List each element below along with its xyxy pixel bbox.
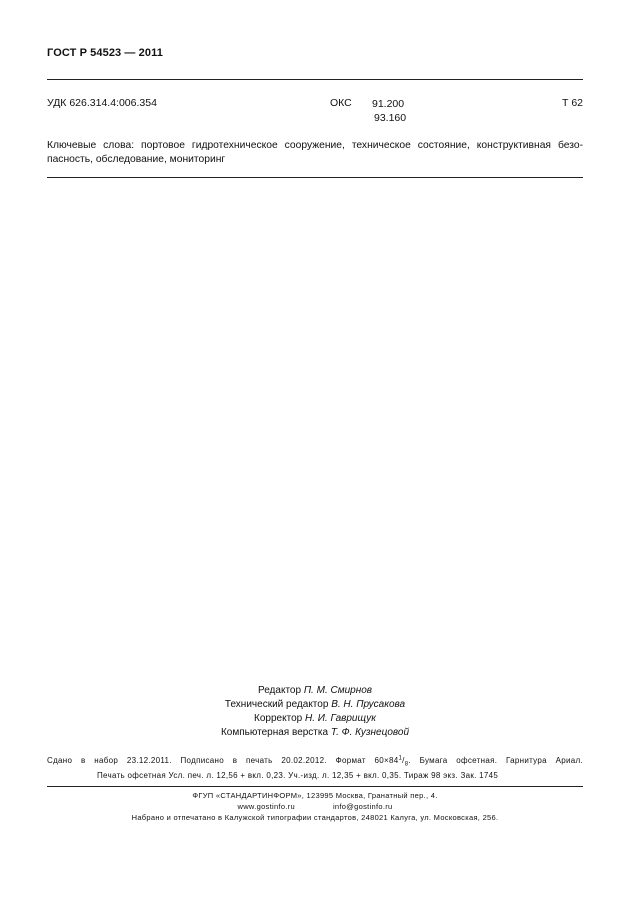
oks-code: 93.160 (374, 112, 407, 124)
udk-code: УДК 626.314.4:006.354 (47, 97, 157, 109)
credit-name: П. М. Смирнов (303, 685, 372, 696)
divider-imprint (47, 786, 583, 787)
credit-line (0, 698, 630, 712)
standard-code: ГОСТ Р 54523 — 2011 (47, 47, 163, 59)
publisher-email: info@gostinfo.ru (332, 802, 393, 811)
publisher-line: Набрано и отпечатано в Калужской типографии стандартов, 248021 Калуга, ул. Московская, 256. (131, 813, 499, 822)
oks-code: 91.200 (372, 98, 405, 110)
publisher-contacts (0, 801, 630, 812)
credit-name: В. Н. Прусакова (331, 699, 406, 710)
credit-name: Т. Ф. Кузнецовой (330, 727, 410, 738)
oks-label: ОКС (330, 97, 352, 109)
credit-line (0, 684, 630, 698)
imprint-text: . Бумага офсетная. Гарнитура Ариал. (408, 756, 583, 765)
credit-name: Н. И. Гаврищук (304, 713, 376, 724)
publisher-website: www.gostinfo.ru (237, 802, 295, 811)
publisher-line: ФГУП «СТАНДАРТИНФОРМ», 123995 Москва, Гранатный пер., 4. (192, 791, 438, 800)
credit-role: Редактор (257, 685, 302, 696)
imprint-line: Печать офсетная Усл. печ. л. 12,56 + вкл. 0,23. Уч.-изд. л. 12,35 + вкл. 0,35. Тираж 98 экз. Зак. 1745 (97, 771, 499, 780)
oks-codes (372, 97, 406, 125)
keywords-line: Ключевые слова: портовое гидротехническое сооружение, техническое состояние, конструктивная безо- (47, 140, 583, 151)
t-code: Т 62 (561, 97, 583, 109)
credit-role: Компьютерная верстка (220, 727, 329, 738)
credit-line (0, 712, 630, 726)
format-fraction-denominator: 8 (404, 761, 409, 768)
credit-role: Корректор (254, 713, 303, 724)
publisher-block (0, 790, 630, 823)
credit-role: Технический редактор (224, 699, 329, 710)
classification-row (47, 97, 583, 127)
imprint-block (47, 753, 583, 783)
imprint-text: Сдано в набор 23.12.2011. Подписано в печать 20.02.2012. Формат 60×84 (47, 756, 399, 765)
keywords (47, 139, 583, 166)
credit-line (0, 726, 630, 740)
format-fraction-numerator: 1 (398, 755, 403, 762)
divider-keywords (47, 177, 583, 178)
keywords-line: пасность, обследование, мониторинг (47, 153, 226, 165)
divider-top (47, 79, 583, 80)
credits-block (0, 684, 630, 740)
imprint-line: Сдано в набор 23.12.2011. Подписано в печать 20.02.2012. Формат $60\times 84^1/_8$. Бумага офсетная. Гарнитура Ариал. (47, 755, 583, 768)
